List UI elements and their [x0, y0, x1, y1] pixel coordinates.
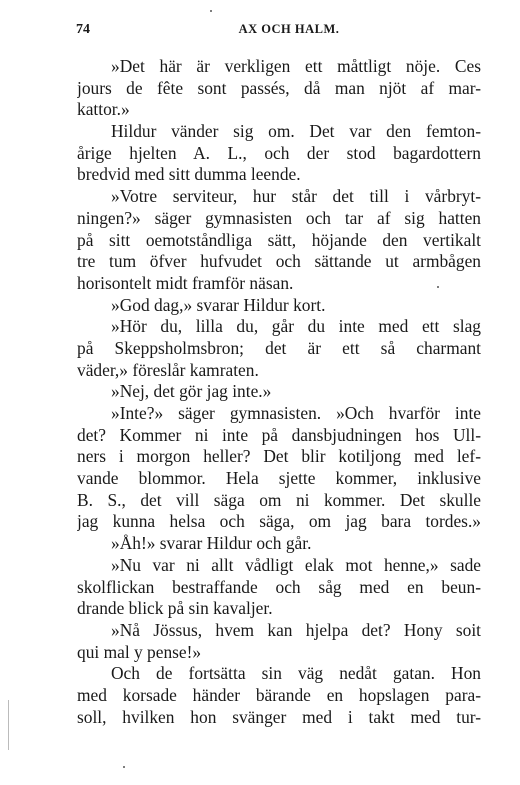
margin-mark: [8, 700, 9, 750]
text-line: »Det här är verkligen ett måttligt nöje. Ces: [111, 56, 481, 76]
text-line: »Nu var ni allt vådligt elak mot henne,» sade: [111, 554, 481, 575]
text-line: skolflickan bestraffande och såg med en beun-: [77, 576, 481, 597]
text-line: B. S., det vill säga om ni kommer. Det skulle: [77, 489, 481, 510]
text-line: ners i morgon heller? Det blir kotiljong med lef-: [77, 446, 481, 467]
text-line: Och de fortsätta sin väg nedåt gatan. Hon: [111, 663, 481, 684]
text-line: det? Kommer ni inte på dansbjudningen hos Ull-: [77, 424, 481, 445]
page-number: 74: [76, 22, 90, 37]
text-line: »God dag,» svarar Hildur kort.: [111, 294, 326, 315]
running-title: AX OCH HALM.: [238, 22, 340, 36]
text-line: ningen?» säger gymnasisten och tar af sig hatten: [77, 207, 481, 228]
text-line: »Inte?» säger gymnasisten. »Och hvarför inte: [111, 403, 481, 423]
page-header: [72, 22, 482, 44]
text-line: »Hör du, lilla du, går du inte med ett slag: [111, 316, 481, 337]
text-line: väder,» föreslår kamraten.: [77, 359, 259, 380]
text-line: årige hjelten A. L., och der stod bagardottern: [77, 142, 481, 163]
text-line: »Nej, det gör jag inte.»: [111, 381, 272, 402]
text-line: jours de fête sont passés, då man njöt af mar-: [77, 77, 481, 98]
text-line: »Votre serviteur, hur står det till i vårbryt-: [111, 186, 481, 207]
paper-speck: [210, 10, 212, 12]
text-line: vande blommor. Hela sjette kommer, inklusive: [77, 468, 481, 489]
text-line: Hildur vänder sig om. Det var den femton-: [111, 121, 481, 142]
body-text: [77, 56, 481, 728]
text-line: soll, hvilken hon svänger med i takt med tur-: [77, 706, 481, 727]
text-line: horisontelt midt framför näsan.: [77, 272, 294, 293]
text-line: tre tum öfver hufvudet och sättande ut armbågen: [77, 251, 481, 272]
text-line: på Skeppsholmsbron; det är ett så charmant: [77, 337, 481, 358]
text-line: på sitt oemotståndliga sätt, höjande den vertikalt: [77, 229, 481, 250]
text-line: jag kunna helsa och säga, om jag bara tordes.»: [77, 511, 481, 532]
paper-speck: [437, 286, 439, 288]
text-line: med korsade händer bärande en hopslagen para-: [77, 684, 481, 705]
text-line: bredvid med sitt dumma leende.: [77, 164, 301, 185]
text-line: kattor.»: [77, 99, 130, 120]
text-line: qui mal y pense!»: [77, 641, 202, 662]
text-line: »Nå Jössus, hvem kan hjelpa det? Hony soit: [111, 619, 481, 640]
text-line: »Åh!» svarar Hildur och går.: [111, 533, 312, 554]
text-line: drande blick på sin kavaljer.: [77, 598, 273, 619]
paper-speck: [123, 766, 125, 768]
